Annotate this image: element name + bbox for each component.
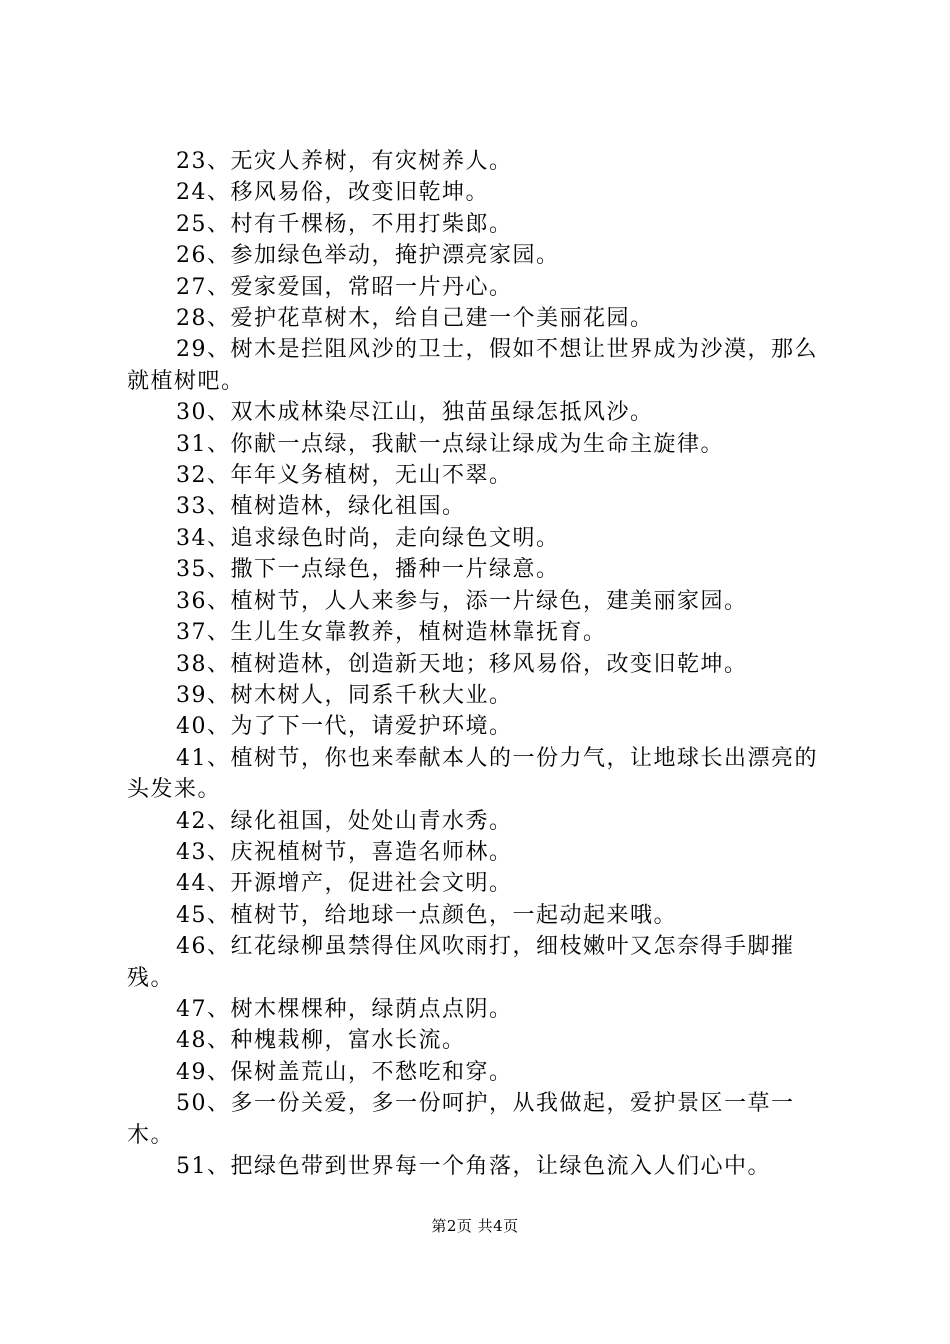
- list-item: 40、为了下一代，请爱护环境。: [176, 714, 513, 740]
- slogan-list: [127, 146, 837, 1182]
- list-item: 24、移风易俗，改变旧乾坤。: [176, 180, 489, 206]
- list-item: 32、年年义务植树，无山不翠。: [176, 463, 513, 489]
- list-item: 49、保树盖荒山，不愁吃和穿。: [176, 1059, 513, 1085]
- list-item: 29、树木是拦阻风沙的卫士，假如不想让世界成为沙漠，那么就植树吧。: [127, 337, 818, 394]
- list-item: 31、你献一点绿，我献一点绿让绿成为生命主旋律。: [176, 431, 724, 457]
- list-item: 45、植树节，给地球一点颜色，一起动起来哦。: [176, 902, 677, 928]
- list-item: 26、参加绿色举动，掩护漂亮家园。: [176, 243, 560, 269]
- list-item: 41、植树节，你也来奉献本人的一份力气，让地球长出漂亮的头发来。: [127, 745, 818, 803]
- list-item: 33、植树造林，绿化祖国。: [176, 494, 466, 520]
- list-item: 36、植树节，人人来参与，添一片绿色，建美丽家园。: [176, 588, 748, 614]
- list-item: 46、红花绿柳虽禁得住风吹雨打，细枝嫩叶又怎奈得手脚摧残。: [127, 934, 795, 991]
- list-item: 43、庆祝植树节，喜造名师林。: [176, 839, 513, 865]
- list-item: 34、追求绿色时尚，走向绿色文明。: [176, 525, 560, 551]
- list-item: 48、种槐栽柳，富水长流。: [176, 1028, 466, 1054]
- list-item: 28、爱护花草树木，给自己建一个美丽花园。: [176, 306, 654, 332]
- list-item: 23、无灾人养树，有灾树养人。: [176, 149, 513, 174]
- list-item: 44、开源增产，促进社会文明。: [176, 871, 513, 897]
- list-item: 47、树木棵棵种，绿荫点点阴。: [176, 996, 513, 1022]
- list-item: 35、撒下一点绿色，播种一片绿意。: [176, 557, 560, 583]
- list-item: 39、树木树人，同系千秋大业。: [176, 682, 513, 708]
- list-item: 51、把绿色带到世界每一个角落，让绿色流入人们心中。: [176, 1154, 771, 1179]
- page-number-label: 第2页 共4页: [431, 1217, 519, 1235]
- list-item: 27、爱家爱国，常昭一片丹心。: [176, 274, 513, 300]
- list-item: 42、绿化祖国，处处山青水秀。: [176, 808, 513, 834]
- list-item: 30、双木成林染尽江山，独苗虽绿怎抵风沙。: [176, 400, 654, 426]
- list-item: 25、村有千棵杨，不用打柴郎。: [176, 211, 513, 237]
- list-item: 38、植树造林，创造新天地；移风易俗，改变旧乾坤。: [176, 651, 748, 677]
- list-item: 37、生儿生女靠教养，植树造林靠抚育。: [176, 620, 607, 646]
- list-item: 50、多一份关爱，多一份呵护，从我做起，爱护景区一草一木。: [127, 1091, 795, 1148]
- page-footer: [0, 1216, 950, 1236]
